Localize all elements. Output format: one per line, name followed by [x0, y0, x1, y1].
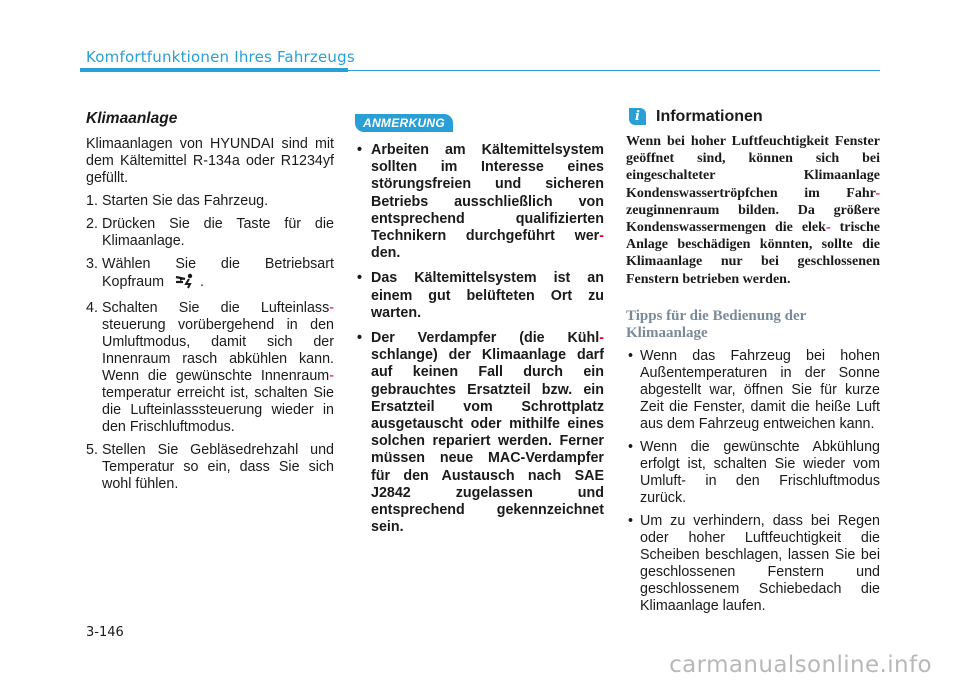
tips-heading: Tipps für die Bedienung der Klimaanlage [626, 307, 807, 341]
tip-item: • Um zu verhindern, dass bei Regen oder hoher Luftfeuchtigkeit die Scheiben beschlagen, lassen Sie bei geschlossenen Fenstern und geschlossenem Schiebedach die Klimaanlage laufen. [628, 512, 880, 614]
header-rule-thin [348, 70, 880, 71]
info-icon: i [629, 108, 646, 125]
note-item: • Arbeiten am Kältemittelsystem sollten im Interesse eines störungsfreien und sicheren Betriebs ausschließlich von entsprechend qualifizierten Technikern durchgeführt wer- den. [357, 142, 604, 262]
left-column [86, 108, 334, 499]
step-item: 5. Stellen Sie Gebläsedrehzahl und Temperatur so ein, dass Sie sich wohl fühlen. [86, 442, 334, 492]
watermark: carmanualsonline.info [669, 652, 932, 678]
step-item: 2. Drücken Sie die Taste für die Klimaanlage. [86, 216, 334, 249]
right-column [626, 108, 880, 621]
page-number: 3-146 [86, 625, 124, 640]
tip-item: • Wenn das Fahrzeug bei hohen Außentemperaturen in der Sonne abgestellt war, öffnen Sie für kurze Zeit die Fenster, damit die heiße Luft aus dem Fahrzeug entweichen kann. [628, 347, 880, 432]
tips-list [626, 348, 880, 615]
note-badge: ANMERKUNG [355, 114, 453, 132]
steps-list [86, 193, 334, 493]
info-paragraph: Wenn bei hoher Luftfeuchtigkeit Fenster geöffnet sind, können sich bei eingeschalteter Klimaanlage Kondenswassertröpfchen im Fahr- zeuginnenraum bilden. Da größere Kondenswassermengen die elek- trische Anlage beschädigen könnten, sollte die Klimaanlage nur bei geschlossenen Fenstern betrieben werden. [626, 134, 881, 287]
step-item: 3. Wählen Sie die Betriebsart Kopfraum . [86, 256, 334, 294]
header-rule-thick [80, 68, 348, 72]
note-list [355, 142, 604, 536]
middle-column [355, 114, 604, 544]
info-title: Informationen [656, 108, 763, 125]
note-item: • Der Verdampfer (die Kühl- schlange) der Klimaanlage darf auf keinen Fall durch ein gebrauchtes Ersatzteil bzw. ein Ersatzteil vom Schrottplatz ausgetauscht oder mithilfe eines solchen repariert werden. Ferner müssen neue MAC-Verdampfer für den Austausch nach SAE J2842 zugelassen und entsprechend gekennzeichnet sein. [357, 330, 604, 536]
note-item: • Das Kältemittelsystem ist an einem gut belüfteten Ort zu warten. [357, 270, 604, 321]
info-header [626, 108, 880, 125]
tip-item: • Wenn die gewünschte Abkühlung erfolgt ist, schalten Sie wieder vom Umluft- in den Frischluftmodus zurück. [628, 438, 880, 506]
step-item: 1. Starten Sie das Fahrzeug. [86, 193, 269, 209]
face-vent-mode-icon [174, 273, 194, 294]
step-item: 4. Schalten Sie die Lufteinlass- steuerung vorübergehend in den Umluftmodus, damit sich der Innenraum rasch abkühlen kann. Wenn die gewünschte Innenraum- temperatur erreicht ist, schalten Sie die Lufteinlasssteuerung wieder in den Frischluftmodus. [86, 300, 334, 435]
intro-paragraph: Klimaanlagen von HYUNDAI sind mit dem Kältemittel R-134a oder R1234yf gefüllt. [86, 136, 334, 186]
section-header-title: Komfortfunktionen Ihres Fahrzeugs [86, 48, 355, 66]
section-heading: Klimaanlage [86, 110, 178, 127]
